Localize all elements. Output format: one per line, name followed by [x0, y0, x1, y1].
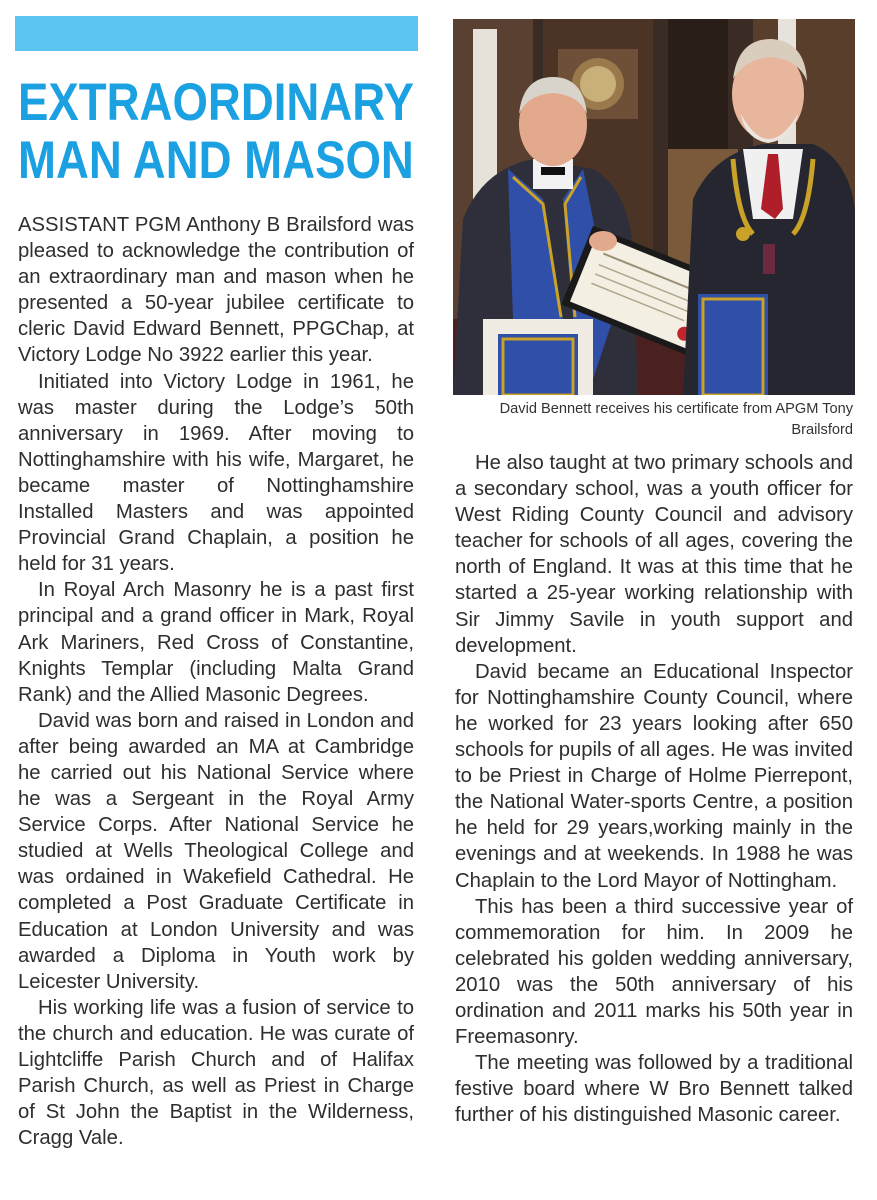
right-text-column: [455, 450, 853, 1128]
paragraph: His working life was a fusion of service to the church and education. He was curate of Lightcliffe Parish Church and of Halifax Parish Church, as well as Priest in Charge of St John the Baptist in the Wilderness, Cragg Vale.: [18, 996, 414, 1150]
photo-caption: David Bennett receives his certificate from APGM Tony Brailsford: [499, 401, 853, 438]
article-photo: [453, 19, 855, 395]
paragraph: David became an Educational Inspector for Nottinghamshire County Council, where he worked for 23 years looking after 650 schools for pupils of all ages. He was invited to be Priest in Charge of Holme Pierrepont, the National Water-sports Centre, a position he held for 29 years,working mainly in the evenings and at weekends. In 1988 he was Chaplain to the Lord Mayor of Nottingham.: [455, 660, 853, 892]
paragraph: This has been a third successive year of commemoration for him. In 2009 he celebrated his golden wedding anniversary, 2010 was the 50th anniversary of his ordination and 2011 marks his 50th year in Freemasonry.: [455, 895, 853, 1049]
paragraph: The meeting was followed by a traditional festive board where W Bro Bennett talked further of his distinguished Masonic career.: [455, 1052, 853, 1127]
left-text-column: [18, 212, 414, 1151]
paragraph: Initiated into Victory Lodge in 1961, he was master during the Lodge’s 50th anniversary in 1969. After moving to Nottinghamshire with his wife, Margaret, he became master of Nottinghamshire Installed Masters and was appointed Provincial Grand Chaplain, a position he held for 31 years.: [18, 370, 414, 576]
paragraph: David was born and raised in London and after being awarded an MA at Cambridge he carried out his National Service where he was a Sergeant in the Royal Army Service Corps. After National Service he studied at Wells Theological College and was ordained in Wakefield Cathedral. He completed a Post Graduate Certificate in Education at London University and was awarded a Diploma in Youth work by Leicester University.: [18, 709, 414, 993]
paragraph: In Royal Arch Masonry he is a past first principal and a grand officer in Mark, Royal Ark Mariners, Red Cross of Constantine, Knights Templar (including Malta Grand Rank) and the Allied Masonic Degrees.: [18, 579, 414, 706]
photo-illustration: [453, 19, 855, 395]
article-headline: [18, 73, 414, 190]
headline-line-2: MAN AND MASON: [18, 131, 414, 190]
paragraph: He also taught at two primary schools and a secondary school, was a youth officer for West Riding County Council and advisory teacher for schools of all ages, covering the north of England. It was at this time that he started a 25-year working relationship with Sir Jimmy Savile in youth support and development.: [455, 452, 853, 657]
headline-line-1: EXTRAORDINARY: [18, 73, 414, 132]
header-accent-bar: [15, 16, 418, 51]
paragraph: ASSISTANT PGM Anthony B Brailsford was pleased to acknowledge the contribution of an extraordinary man and mason when he presented a 50-year jubilee certificate to cleric David Edward Bennett, PPGChap, at Victory Lodge No 3922 earlier this year.: [18, 214, 414, 367]
